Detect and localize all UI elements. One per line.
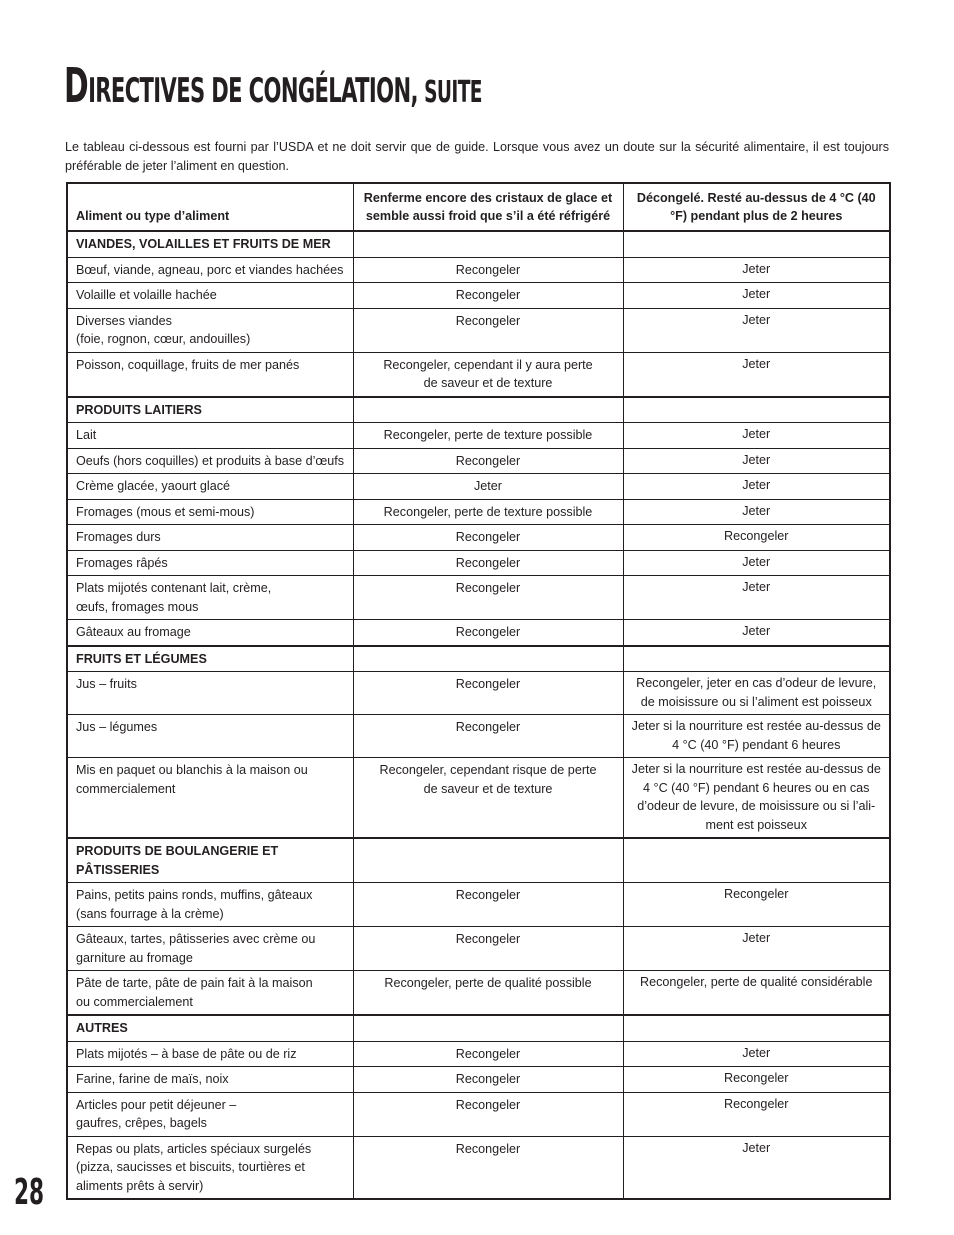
section-empty-cell — [353, 1015, 623, 1041]
page-title-initial: D — [64, 58, 89, 114]
section-empty-cell — [623, 397, 890, 423]
ice-crystals-cell: Recongeler — [353, 1041, 623, 1067]
section-title: FRUITS ET LÉGUMES — [67, 646, 353, 672]
section-row — [67, 646, 890, 672]
food-cell: Repas ou plats, articles spéciaux surgelés (pizza, saucisses et biscuits, tourtières et aliments prêts à servir) — [67, 1136, 353, 1199]
section-title: AUTRES — [67, 1015, 353, 1041]
page-title-main: IRECTIVES DE CONGÉLATION — [88, 71, 411, 111]
food-cell: Jus – fruits — [67, 672, 353, 715]
header-thawed: Décongelé. Resté au-dessus de 4 °C (40 °F) pendant plus de 2 heures — [623, 183, 890, 231]
ice-crystals-cell: Jeter — [353, 474, 623, 500]
section-row — [67, 838, 890, 883]
table-row — [67, 927, 890, 971]
table-row — [67, 971, 890, 1016]
thawed-cell: Jeter — [623, 283, 890, 309]
thawed-cell: Jeter — [623, 423, 890, 449]
ice-crystals-cell: Recongeler — [353, 550, 623, 576]
food-cell: Lait — [67, 423, 353, 449]
table-header-row — [67, 183, 890, 231]
table-row — [67, 257, 890, 283]
thawed-cell: Jeter si la nourriture est restée au-dessus de 4 °C (40 °F) pendant 6 heures — [623, 715, 890, 758]
ice-crystals-cell: Recongeler — [353, 576, 623, 620]
thawed-cell: Jeter — [623, 1041, 890, 1067]
ice-crystals-cell: Recongeler, cependant risque de perte de saveur et de texture — [353, 758, 623, 839]
food-cell: Fromages (mous et semi-mous) — [67, 499, 353, 525]
food-cell: Poisson, coquillage, fruits de mer panés — [67, 352, 353, 397]
food-cell: Jus – légumes — [67, 715, 353, 758]
food-cell: Farine, farine de maïs, noix — [67, 1067, 353, 1093]
food-cell: Oeufs (hors coquilles) et produits à base d’œufs — [67, 448, 353, 474]
food-cell: Articles pour petit déjeuner – gaufres, crêpes, bagels — [67, 1092, 353, 1136]
section-row — [67, 1015, 890, 1041]
ice-crystals-cell: Recongeler — [353, 525, 623, 551]
section-empty-cell — [353, 838, 623, 883]
ice-crystals-cell: Recongeler, perte de texture possible — [353, 499, 623, 525]
page-number: 28 — [14, 1172, 45, 1213]
ice-crystals-cell: Recongeler — [353, 1067, 623, 1093]
thawed-cell: Jeter — [623, 927, 890, 971]
thawed-cell: Jeter — [623, 1136, 890, 1199]
page-title-suffix: SUITE — [424, 75, 482, 110]
table-row — [67, 352, 890, 397]
section-row — [67, 231, 890, 257]
thawed-cell: Recongeler, jeter en cas d’odeur de levure, de moisissure ou si l’aliment est poisseux — [623, 672, 890, 715]
ice-crystals-cell: Recongeler — [353, 927, 623, 971]
thawed-cell: Jeter — [623, 308, 890, 352]
section-empty-cell — [353, 646, 623, 672]
ice-crystals-cell: Recongeler — [353, 883, 623, 927]
table-row — [67, 1041, 890, 1067]
section-empty-cell — [353, 397, 623, 423]
table-row — [67, 620, 890, 646]
ice-crystals-cell: Recongeler, perte de qualité possible — [353, 971, 623, 1016]
thawed-cell: Jeter — [623, 474, 890, 500]
table-row — [67, 308, 890, 352]
header-ice-crystals: Renferme encore des cristaux de glace et semble aussi froid que s’il a été réfrigéré — [353, 183, 623, 231]
section-title: PRODUITS LAITIERS — [67, 397, 353, 423]
thawed-cell: Jeter — [623, 550, 890, 576]
freezing-guidelines-table — [66, 182, 891, 1200]
thawed-cell: Recongeler — [623, 525, 890, 551]
ice-crystals-cell: Recongeler — [353, 308, 623, 352]
table-header — [67, 183, 890, 231]
thawed-cell: Jeter — [623, 576, 890, 620]
table-row — [67, 1136, 890, 1199]
thawed-cell: Jeter — [623, 448, 890, 474]
table-row — [67, 1092, 890, 1136]
section-empty-cell — [623, 231, 890, 257]
ice-crystals-cell: Recongeler — [353, 448, 623, 474]
food-cell: Diverses viandes (foie, rognon, cœur, andouilles) — [67, 308, 353, 352]
food-cell: Mis en paquet ou blanchis à la maison ou commercialement — [67, 758, 353, 839]
ice-crystals-cell: Recongeler — [353, 715, 623, 758]
thawed-cell: Recongeler — [623, 883, 890, 927]
table-row — [67, 576, 890, 620]
ice-crystals-cell: Recongeler, cependant il y aura perte de saveur et de texture — [353, 352, 623, 397]
thawed-cell: Jeter si la nourriture est restée au-dessus de 4 °C (40 °F) pendant 6 heures ou en cas d’odeur de levure, de moisissure ou si l’ali-ment est poisseux — [623, 758, 890, 839]
table-row — [67, 499, 890, 525]
food-cell: Gâteaux au fromage — [67, 620, 353, 646]
thawed-cell: Recongeler — [623, 1067, 890, 1093]
thawed-cell: Jeter — [623, 257, 890, 283]
section-empty-cell — [623, 646, 890, 672]
table-row — [67, 283, 890, 309]
food-cell: Bœuf, viande, agneau, porc et viandes hachées — [67, 257, 353, 283]
thawed-cell: Recongeler — [623, 1092, 890, 1136]
section-empty-cell — [623, 1015, 890, 1041]
food-cell: Pains, petits pains ronds, muffins, gâteaux (sans fourrage à la crème) — [67, 883, 353, 927]
food-cell: Crème glacée, yaourt glacé — [67, 474, 353, 500]
thawed-cell: Jeter — [623, 352, 890, 397]
table-row — [67, 672, 890, 715]
section-row — [67, 397, 890, 423]
ice-crystals-cell: Recongeler, perte de texture possible — [353, 423, 623, 449]
table-body — [67, 231, 890, 1199]
section-title: PRODUITS DE BOULANGERIE ET PÂTISSERIES — [67, 838, 353, 883]
page-title — [64, 58, 482, 114]
ice-crystals-cell: Recongeler — [353, 283, 623, 309]
section-empty-cell — [623, 838, 890, 883]
table-row — [67, 550, 890, 576]
thawed-cell: Jeter — [623, 499, 890, 525]
intro-paragraph: Le tableau ci-dessous est fourni par l’USDA et ne doit servir que de guide. Lorsque vous avez un doute sur la sécurité alimentaire, il est toujours préférable de jeter l’aliment en question. — [65, 140, 889, 173]
table-row — [67, 423, 890, 449]
table-row — [67, 448, 890, 474]
food-cell: Volaille et volaille hachée — [67, 283, 353, 309]
table-row — [67, 715, 890, 758]
food-cell: Fromages durs — [67, 525, 353, 551]
ice-crystals-cell: Recongeler — [353, 672, 623, 715]
food-cell: Fromages râpés — [67, 550, 353, 576]
ice-crystals-cell: Recongeler — [353, 257, 623, 283]
page-title-comma: , — [410, 71, 418, 111]
ice-crystals-cell: Recongeler — [353, 620, 623, 646]
section-empty-cell — [353, 231, 623, 257]
food-cell: Plats mijotés contenant lait, crème, œufs, fromages mous — [67, 576, 353, 620]
table-row — [67, 474, 890, 500]
header-food-type: Aliment ou type d’aliment — [67, 183, 353, 231]
table-row — [67, 758, 890, 839]
food-cell: Pâte de tarte, pâte de pain fait à la maison ou commercialement — [67, 971, 353, 1016]
thawed-cell: Jeter — [623, 620, 890, 646]
table-row — [67, 883, 890, 927]
table-row — [67, 1067, 890, 1093]
section-title: VIANDES, VOLAILLES ET FRUITS DE MER — [67, 231, 353, 257]
thawed-cell: Recongeler, perte de qualité considérable — [623, 971, 890, 1016]
food-cell: Plats mijotés – à base de pâte ou de riz — [67, 1041, 353, 1067]
table-row — [67, 525, 890, 551]
ice-crystals-cell: Recongeler — [353, 1092, 623, 1136]
ice-crystals-cell: Recongeler — [353, 1136, 623, 1199]
food-cell: Gâteaux, tartes, pâtisseries avec crème ou garniture au fromage — [67, 927, 353, 971]
